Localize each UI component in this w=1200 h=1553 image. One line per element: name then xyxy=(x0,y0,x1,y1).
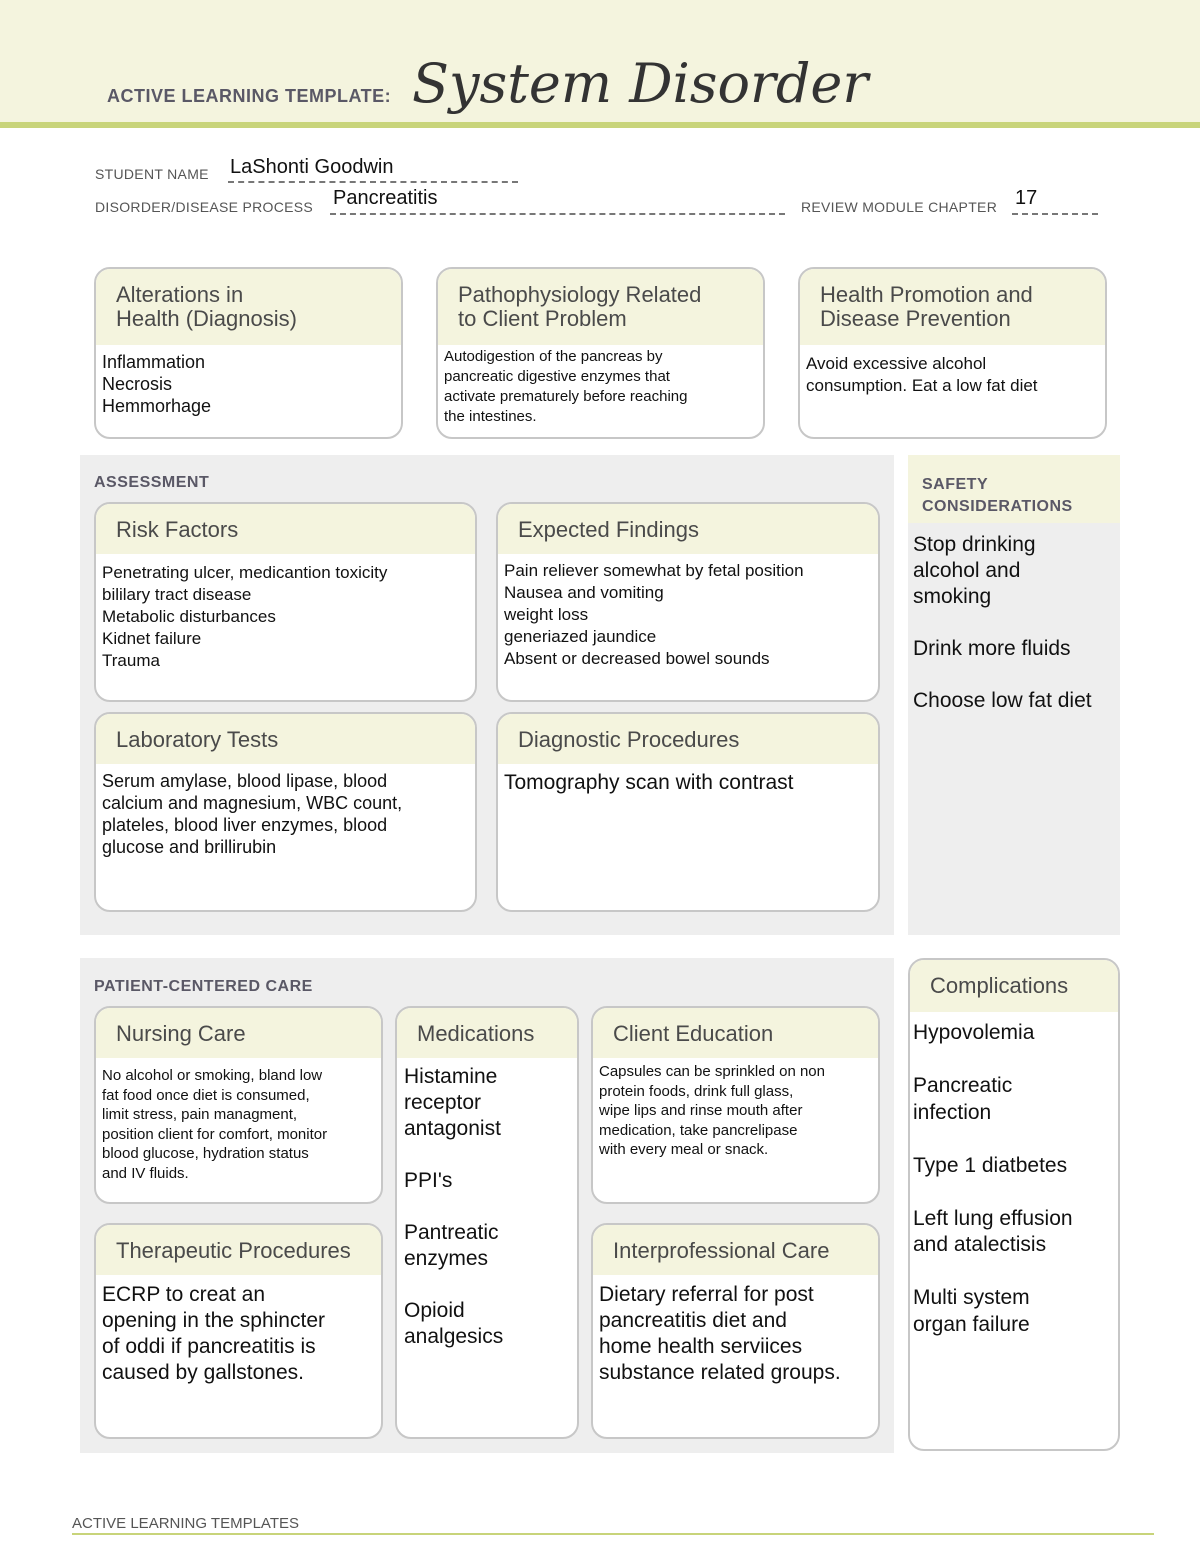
therapeutic-procedures-body[interactable]: ECRP to creat an opening in the sphincter of oddi if pancreatitis is caused by gallstones. xyxy=(102,1283,325,1384)
medications-body[interactable]: Histamine receptor antagonist PPI's Pantreatic enzymes Opioid analgesics xyxy=(404,1065,504,1348)
risk-factors-body[interactable]: Penetrating ulcer, medicantion toxicity bililary tract disease Metabolic disturbances Kidnet failure Trauma xyxy=(102,563,388,670)
complications-title: Complications xyxy=(910,960,1118,1012)
complications-card xyxy=(908,958,1120,1451)
diagnostic-procedures-title: Diagnostic Procedures xyxy=(498,714,878,764)
expected-findings-card xyxy=(496,502,880,702)
safety-label: SAFETY CONSIDERATIONS xyxy=(922,476,1073,515)
student-name-underline xyxy=(228,181,518,183)
safety-body[interactable]: Stop drinking alcohol and smoking Drink more fluids Choose low fat diet xyxy=(913,533,1092,712)
header-rule xyxy=(0,122,1200,128)
disorder-underline xyxy=(330,213,785,215)
risk-factors-title: Risk Factors xyxy=(96,504,475,554)
assessment-label: ASSESSMENT xyxy=(94,474,210,491)
alterations-body[interactable]: Inflammation Necrosis Hemmorhage xyxy=(102,352,212,416)
interprofessional-care-body[interactable]: Dietary referral for post pancreatitis diet and home health serviices substance related groups. xyxy=(599,1283,841,1384)
therapeutic-procedures-card xyxy=(94,1223,383,1439)
diagnostic-procedures-body[interactable]: Tomography scan with contrast xyxy=(504,771,794,794)
laboratory-tests-body[interactable]: Serum amylase, blood lipase, blood calcium and magnesium, WBC count, plateles, blood liver enzymes, blood glucose and brillirubin xyxy=(102,771,403,857)
client-education-title: Client Education xyxy=(593,1008,878,1058)
chapter-value[interactable]: 17 xyxy=(1015,187,1038,209)
pathophysiology-body[interactable]: Autodigestion of the pancreas by pancreatic digestive enzymes that activate prematurely before reaching the intestines. xyxy=(444,348,688,425)
student-name-label: STUDENT NAME xyxy=(95,166,209,182)
student-name-value[interactable]: LaShonti Goodwin xyxy=(230,156,394,178)
client-education-card xyxy=(591,1006,880,1204)
interprofessional-care-title: Interprofessional Care xyxy=(593,1225,878,1275)
footer-rule xyxy=(72,1533,1154,1535)
alterations-title: Alterations in Health (Diagnosis) xyxy=(96,269,401,345)
client-education-body[interactable]: Capsules can be sprinkled on non protein foods, drink full glass, wipe lips and rinse mouth after medication, take pancrelipase with every meal or snack. xyxy=(599,1063,825,1158)
laboratory-tests-title: Laboratory Tests xyxy=(96,714,475,764)
nursing-care-body[interactable]: No alcohol or smoking, bland low fat food once diet is consumed, limit stress, pain managment, position client for comfort, monitor blood glucose, hydration status and IV fluids. xyxy=(102,1067,328,1182)
diagnostic-procedures-card xyxy=(496,712,880,912)
pathophysiology-title: Pathophysiology Related to Client Problem xyxy=(438,269,763,345)
medications-card xyxy=(395,1006,579,1439)
health-promotion-body[interactable]: Avoid excessive alcohol consumption. Eat a low fat diet xyxy=(806,354,1038,395)
pathophysiology-card xyxy=(436,267,765,439)
template-title: System Disorder xyxy=(412,52,869,115)
alterations-card xyxy=(94,267,403,439)
health-promotion-title: Health Promotion and Disease Prevention xyxy=(800,269,1105,345)
chapter-underline xyxy=(1012,213,1098,215)
medications-title: Medications xyxy=(397,1008,577,1058)
patient-care-label: PATIENT-CENTERED CARE xyxy=(94,978,313,995)
nursing-care-card xyxy=(94,1006,383,1204)
laboratory-tests-card xyxy=(94,712,477,912)
expected-findings-body[interactable]: Pain reliever somewhat by fetal position Nausea and vomiting weight loss generiazed jaundice Absent or decreased bowel sounds xyxy=(504,561,804,668)
complications-body[interactable]: Hypovolemia Pancreatic infection Type 1 diatbetes Left lung effusion and atalectisis Multi system organ failure xyxy=(913,1021,1073,1336)
disorder-value[interactable]: Pancreatitis xyxy=(333,187,438,209)
risk-factors-card xyxy=(94,502,477,702)
interprofessional-care-card xyxy=(591,1223,880,1439)
expected-findings-title: Expected Findings xyxy=(498,504,878,554)
disorder-label: DISORDER/DISEASE PROCESS xyxy=(95,199,314,215)
chapter-label: REVIEW MODULE CHAPTER xyxy=(801,199,998,215)
footer-label: ACTIVE LEARNING TEMPLATES xyxy=(72,1515,299,1532)
template-label: ACTIVE LEARNING TEMPLATE: xyxy=(107,86,392,106)
nursing-care-title: Nursing Care xyxy=(96,1008,381,1058)
health-promotion-card xyxy=(798,267,1107,439)
therapeutic-procedures-title: Therapeutic Procedures xyxy=(96,1225,381,1275)
